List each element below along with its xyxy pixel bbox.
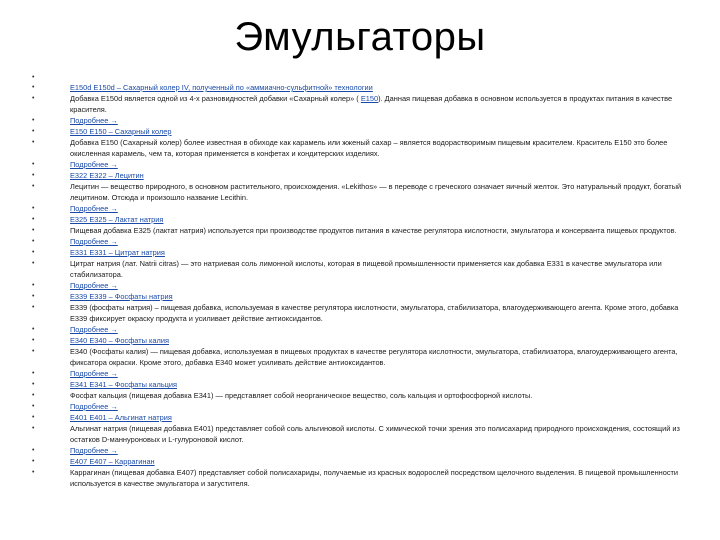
- text-fragment: Добавка E150 (Сахарный колер) более известная в обиходе как карамель или жженый сахар – является водорастворимым пищевым красителем. Краситель E150 это более окисленная карамель, чем та, которая применяется в конфетах и кондитерских изделиях.: [70, 138, 668, 158]
- more-link[interactable]: Подробнее →: [70, 204, 118, 213]
- bullet-icon: •: [32, 172, 35, 179]
- text-fragment: E340 (Фосфаты калия) — пищевая добавка, используемая в пищевых продуктах в качестве регулятора кислотности, эмульгатора, стабилизатора, влагоудерживающего агента, фиксатора окраски. Кроме этого, добавка E340 может усиливать действие антиоксидантов.: [70, 347, 678, 367]
- list-item-link: [26, 170, 696, 181]
- bullet-icon: •: [32, 74, 35, 81]
- bullet-icon: •: [32, 216, 35, 223]
- bullet-icon: •: [32, 128, 35, 135]
- bullet-icon: •: [32, 117, 35, 124]
- list-item-link: [26, 203, 696, 214]
- bullet-icon: •: [32, 249, 35, 256]
- list-item-link: [26, 126, 696, 137]
- bullet-icon: •: [32, 84, 35, 91]
- text-fragment: ). Данная пищевая добавка в основном используется в продуктах питания в качестве красителя.: [70, 94, 673, 114]
- list-item-link: [26, 247, 696, 258]
- text-fragment: Добавка E150d является одной из 4-х разновидностей добавки «Сахарный колер» (: [70, 94, 361, 103]
- additive-link[interactable]: E150d E150d – Сахарный колер IV, полученный по «аммиачно-сульфитной» технологии: [70, 83, 373, 92]
- bullet-icon: •: [32, 95, 35, 102]
- description-text: [70, 259, 662, 279]
- list-item-link: [26, 368, 696, 379]
- additive-link[interactable]: E325 E325 – Лактат натрия: [70, 215, 164, 224]
- bullet-icon: •: [32, 161, 35, 168]
- list-item-link: [26, 324, 696, 335]
- additive-link[interactable]: E407 E407 – Каррагинан: [70, 457, 155, 466]
- bullet-icon: •: [32, 414, 35, 421]
- text-fragment: Лецитин — вещество природного, в основном растительного, происхождения. «Lekithos» — в переводе с греческого означает яичный желток. Это натуральный продукт, богатый лецитином. Отсюда и произошло название Lecithin.: [70, 182, 682, 202]
- bullet-icon: •: [32, 326, 35, 333]
- list-item-link: [26, 159, 696, 170]
- bullet-icon: •: [32, 381, 35, 388]
- more-link[interactable]: Подробнее →: [70, 325, 118, 334]
- list-item-text: [26, 225, 696, 236]
- more-link[interactable]: Подробнее →: [70, 369, 118, 378]
- list-item-link: [26, 412, 696, 423]
- list-item-link: [26, 445, 696, 456]
- bullet-icon: •: [32, 139, 35, 146]
- list-item-link: [26, 379, 696, 390]
- page-title: Эмульгаторы: [234, 15, 486, 59]
- list-item-text: [26, 258, 696, 280]
- list-item-link: [26, 280, 696, 291]
- additive-link[interactable]: E331 E331 – Цитрат натрия: [70, 248, 165, 257]
- bullet-icon: •: [32, 425, 35, 432]
- bullet-icon: •: [32, 348, 35, 355]
- list-item-text: [26, 181, 696, 203]
- description-text: [70, 182, 681, 202]
- bullet-icon: •: [32, 238, 35, 245]
- more-link[interactable]: Подробнее →: [70, 446, 118, 455]
- more-link[interactable]: Подробнее →: [70, 281, 118, 290]
- description-text: [70, 468, 678, 488]
- bullet-icon: •: [32, 260, 35, 267]
- description-text: [70, 138, 667, 158]
- additive-link[interactable]: E340 E340 – Фосфаты калия: [70, 336, 169, 345]
- bullet-icon: •: [32, 458, 35, 465]
- text-fragment: Пищевая добавка E325 (лактат натрия) используется при производстве продуктов питания в качестве регулятора кислотности, эмульгатора и консерванта пищевых продуктов.: [70, 226, 677, 235]
- list-item-text: [26, 137, 696, 159]
- list-item-text: [26, 302, 696, 324]
- description-text: [70, 94, 672, 114]
- bullet-icon: •: [32, 392, 35, 399]
- bullet-icon: •: [32, 227, 35, 234]
- list-item-text: [26, 467, 696, 489]
- bullet-icon: •: [32, 304, 35, 311]
- list-item-text: [26, 390, 696, 401]
- more-link[interactable]: Подробнее →: [70, 160, 118, 169]
- more-link[interactable]: Подробнее →: [70, 116, 118, 125]
- list-item-link: [26, 236, 696, 247]
- list-item-link: [26, 401, 696, 412]
- bullet-icon: •: [32, 447, 35, 454]
- text-fragment: Цитрат натрия (лат. Natrii citras) — это натриевая соль лимонной кислоты, которая в пищевой промышленности применяется как добавка E331 в качестве эмульгатора или стабилизатора.: [70, 259, 662, 279]
- description-text: [70, 391, 532, 400]
- bullet-icon: •: [32, 205, 35, 212]
- text-fragment: Альгинат натрия (пищевая добавка E401) представляет собой соль альгиновой кислоты. С химической точки зрения это полисахарид природного происхождения, состоящий из остатков D-маннуроновых и L-гулуроновой кислот.: [70, 424, 680, 444]
- empty-list-item: [26, 72, 696, 82]
- bullet-icon: •: [32, 370, 35, 377]
- additive-link[interactable]: E150 E150 – Сахарный колер: [70, 127, 172, 136]
- text-fragment: E339 (фосфаты натрия) – пищевая добавка, используемая в качестве регулятора кислотности, эмульгатора, стабилизатора, влагоудерживающего агента. Кроме этого, добавка E339 фиксирует окраску продукта и усиливает действие антиоксидантов.: [70, 303, 679, 323]
- additive-link[interactable]: E401 E401 – Альгинат натрия: [70, 413, 172, 422]
- bullet-icon: •: [32, 469, 35, 476]
- list-item-link: [26, 214, 696, 225]
- inline-additive-link[interactable]: E150: [360, 94, 379, 103]
- list-item-link: [26, 82, 696, 93]
- bullet-icon: •: [32, 403, 35, 410]
- list-item-link: [26, 115, 696, 126]
- list-item-link: [26, 456, 696, 467]
- text-fragment: Фосфат кальция (пищевая добавка E341) — представляет собой неорганическое вещество, соль кальция и ортофосфорной кислоты.: [70, 391, 533, 400]
- description-text: [70, 226, 677, 235]
- bullet-icon: •: [32, 293, 35, 300]
- list-item-text: [26, 93, 696, 115]
- bullet-icon: •: [32, 282, 35, 289]
- list-item-text: [26, 423, 696, 445]
- list-item-text: [26, 346, 696, 368]
- text-fragment: Каррагинан (пищевая добавка E407) представляет собой полисахариды, получаемые из красных водорослей посредством щелочного выделения. В пищевой промышленности используется в качестве эмульгатора и загустителя.: [70, 468, 679, 488]
- description-text: [70, 303, 678, 323]
- list-item-link: [26, 335, 696, 346]
- bullet-list: [26, 72, 696, 489]
- additive-link[interactable]: E341 E341 – Фосфаты кальция: [70, 380, 178, 389]
- description-text: [70, 424, 680, 444]
- additive-link[interactable]: E339 E339 – Фосфаты натрия: [70, 292, 173, 301]
- more-link[interactable]: Подробнее →: [70, 237, 118, 246]
- more-link[interactable]: Подробнее →: [70, 402, 118, 411]
- bullet-icon: •: [32, 337, 35, 344]
- list-item-link: [26, 291, 696, 302]
- bullet-icon: •: [32, 183, 35, 190]
- description-text: [70, 347, 678, 367]
- additive-link[interactable]: E322 E322 – Лецитин: [70, 171, 144, 180]
